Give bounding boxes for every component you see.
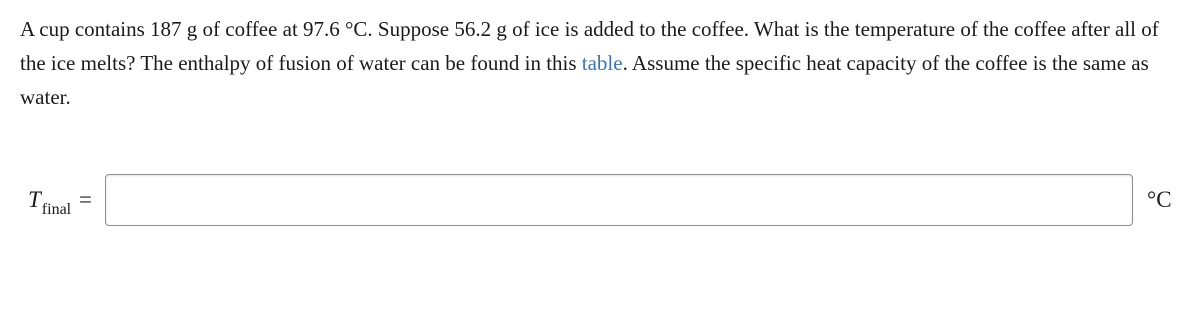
enthalpy-table-link[interactable]: table [581, 51, 623, 75]
unit-label: °C [1147, 187, 1172, 212]
answer-row [0, 172, 1200, 228]
variable-subscript: final [41, 201, 72, 218]
question-text-after-link: . Assume the specific heat capacity of the coffee is the same as water. [20, 51, 1149, 109]
answer-input[interactable] [105, 174, 1133, 226]
t-final-label [28, 186, 71, 217]
question-text [20, 12, 1180, 114]
question-text-before-link: A cup contains 187 g of coffee at 97.6 °C. Suppose 56.2 g of ice is added to the coffee. What is the temperature of the coffee after all of the ice melts? The enthalpy of fusion of water can be found in this [20, 17, 1159, 75]
equals-sign: = [79, 187, 92, 212]
variable-symbol: T [28, 187, 41, 212]
